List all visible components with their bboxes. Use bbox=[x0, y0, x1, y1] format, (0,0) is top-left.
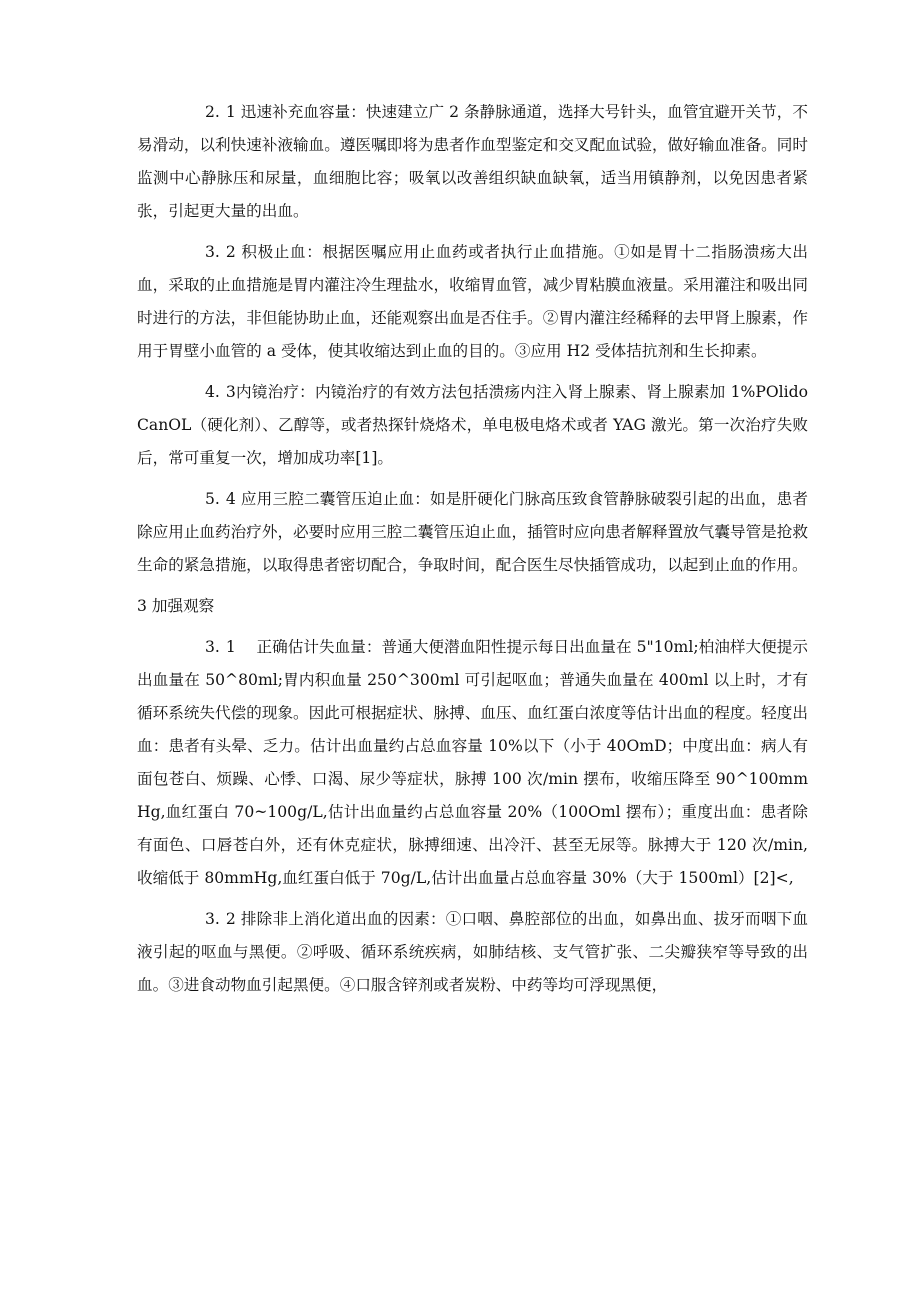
paragraph-text: 2 排除非上消化道出血的因素：①口咽、鼻腔部位的出血，如鼻出血、拔牙而咽下血液引起的呕血与黑便。②呼吸、循环系统疾病，如肺结核、支气管扩张、二尖瓣狭窄等导致的出血。③进食动物血引起黑便。④口服含锌剂或者炭粉、中药等均可浮现黑便， bbox=[137, 910, 808, 994]
paragraph-text: 1 正确估计失血量：普通大便潜血阳性提示每日出血量在 5"10ml;柏油样大便提示出血量在 50^80ml;胃内积血量 250^300ml 可引起呕血；普通失血量在 400ml 以上时，才有循环系统失代偿的现象。因此可根据症状、脉搏、血压、血红蛋白浓度等估计出血的程度。轻度出血：患者有头晕、乏力。估计出血量约占总血容量 10%以下（小于 40OmD；中度出血：病人有面包苍白、烦躁、心悸、口渴、尿少等症状，脉搏 100 次/min 摆布，收缩压降至 90^100mmHg,血红蛋白 70~100g/L,估计出血量约占总血容量 20%（100Oml 摆布）；重度出血：患者除有面色、口唇苍白外，还有休克症状，脉搏细速、出冷汗、甚至无尿等。脉搏大于 120 次/min,收缩低于 80mmHg,血红蛋白低于 70g/L,估计出血量占总血容量 30%（大于 1500ml）[2]<, bbox=[137, 638, 808, 887]
paragraph-blood-volume bbox=[137, 96, 808, 228]
paragraph-text: 4 应用三腔二囊管压迫止血：如是肝硬化门脉高压致食管静脉破裂引起的出血，患者除应用止血药治疗外，必要时应用三腔二囊管压迫止血，插管时应向患者解释置放气囊导管是抢救生命的紧急措施，以取得患者密切配合，争取时间，配合医生尽快插管成功，以起到止血的作用。 bbox=[137, 490, 808, 574]
paragraph-number: 3. bbox=[205, 910, 220, 928]
paragraph-exclusion-factors bbox=[137, 903, 808, 1002]
paragraph-number: 2. bbox=[205, 103, 220, 121]
paragraph-endoscopy bbox=[137, 376, 808, 475]
paragraph-number: 3. bbox=[205, 638, 220, 656]
paragraph-text: 3内镜治疗：内镜治疗的有效方法包括溃疡内注入肾上腺素、肾上腺素加 1%POlidoCanOL（硬化剂）、乙醇等，或者热探针烧烙术，单电极电烙术或者 YAG 激光。第一次治疗失败后，常可重复一次，增加成功率[1]。 bbox=[137, 383, 808, 467]
paragraph-text: 1 迅速补充血容量：快速建立广 2 条静脉通道，选择大号针头，血管宜避开关节，不易滑动，以利快速补液输血。遵医嘱即将为患者作血型鉴定和交叉配血试验，做好输血准备。同时监测中心静脉压和尿量，血细胞比容；吸氧以改善组织缺血缺氧，适当用镇静剂，以免因患者紧张，引起更大量的出血。 bbox=[137, 103, 808, 220]
paragraph-balloon-tube bbox=[137, 483, 808, 582]
paragraph-number: 5. bbox=[205, 490, 220, 508]
paragraph-text: 2 积极止血：根据医嘱应用止血药或者执行止血措施。①如是胃十二指肠溃疡大出血，采取的止血措施是胃内灌注冷生理盐水，收缩胃血管，减少胃粘膜血液量。采用灌注和吸出同时进行的方法，非但能协助止血，还能观察出血是否住手。②胃内灌注经稀释的去甲肾上腺素，作用于胃壁小血管的 a 受体，使其收缩达到止血的目的。③应用 H2 受体拮抗剂和生长抑素。 bbox=[137, 243, 808, 360]
section-heading: 3 加强观察 bbox=[137, 597, 215, 615]
paragraph-number: 3. bbox=[205, 243, 220, 261]
paragraph-blood-loss-estimate bbox=[137, 631, 808, 895]
paragraph-hemostasis bbox=[137, 236, 808, 368]
paragraph-number: 4. bbox=[205, 383, 220, 401]
